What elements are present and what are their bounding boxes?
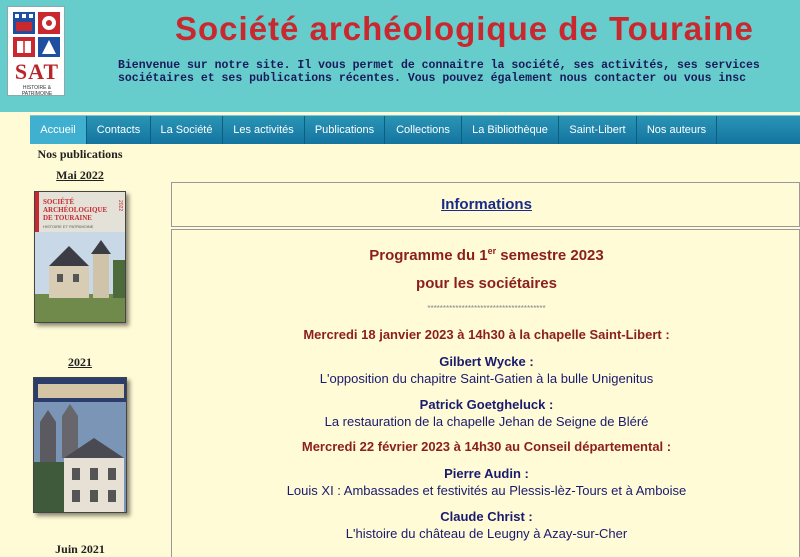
logo-text: SAT bbox=[14, 59, 60, 84]
logo-subtitle: HISTOIRE & PATRIMOINE bbox=[21, 85, 53, 97]
logo-emblem-icon bbox=[12, 10, 62, 60]
event-date-1: Mercredi 18 janvier 2023 à 14h30 à la chapelle Saint-Libert : bbox=[303, 327, 670, 342]
informations-box bbox=[171, 182, 800, 227]
sat-logo[interactable] bbox=[7, 6, 65, 96]
site-header bbox=[0, 0, 800, 112]
publication-cover-2021[interactable] bbox=[33, 377, 127, 513]
talk-title-1: L'opposition du chapitre Saint-Gatien à la bulle Unigenitus bbox=[319, 371, 654, 386]
nav-item-nos-auteurs[interactable]: Nos auteurs bbox=[637, 116, 717, 144]
publication-date-3[interactable]: Juin 2021 bbox=[55, 542, 105, 556]
programme-box bbox=[171, 229, 800, 557]
welcome-line-1: Bienvenue sur notre site. Il vous permet de connaitre la société, ses activités, ses services bbox=[118, 59, 760, 72]
publication-date-1[interactable]: Mai 2022 bbox=[56, 168, 104, 182]
nav-item-bibliotheque[interactable]: La Bibliothèque bbox=[462, 116, 559, 144]
programme-subtitle: pour les sociétaires bbox=[416, 275, 557, 292]
cover-title-band bbox=[38, 384, 124, 398]
programme-title-start: Programme du 1 bbox=[369, 247, 488, 264]
main-nav bbox=[30, 115, 800, 144]
cathedral-photo-icon bbox=[34, 402, 127, 513]
separator-stars: ************************************** bbox=[427, 304, 546, 313]
nav-item-publications[interactable]: Publications bbox=[305, 116, 385, 144]
speaker-name-2: Patrick Goetgheluck : bbox=[419, 397, 554, 412]
nav-item-saint-libert[interactable]: Saint-Libert bbox=[559, 116, 637, 144]
welcome-text bbox=[118, 59, 800, 85]
programme-title-end: semestre 2023 bbox=[496, 247, 604, 264]
publication-cover-2022[interactable] bbox=[34, 191, 126, 323]
talk-title-2: La restauration de la chapelle Jehan de Seigne de Bléré bbox=[324, 414, 649, 429]
nav-item-la-societe[interactable]: La Société bbox=[151, 116, 223, 144]
publication-date-2[interactable]: 2021 bbox=[68, 355, 92, 369]
speaker-name-3: Pierre Audin : bbox=[444, 466, 529, 481]
cover-subtitle: HISTOIRE ET PATRIMOINE bbox=[43, 224, 94, 229]
cover-year: 2022 bbox=[117, 200, 123, 212]
nav-item-contacts[interactable]: Contacts bbox=[87, 116, 151, 144]
nav-item-accueil[interactable]: Accueil bbox=[30, 116, 87, 144]
programme-title-sup: er bbox=[487, 246, 497, 256]
welcome-line-2: sociétaires et ses publications récentes. Vous pouvez également nous contacter ou vous insc bbox=[118, 72, 747, 85]
speaker-name-1: Gilbert Wycke : bbox=[439, 354, 534, 369]
chateau-photo-icon bbox=[35, 232, 126, 323]
talk-title-3: Louis XI : Ambassades et festivités au Plessis-lèz-Tours et à Amboise bbox=[286, 483, 687, 498]
cover-title: SOCIÉTÉ ARCHÉOLOGIQUE DE TOURAINE bbox=[43, 198, 108, 222]
programme-title bbox=[172, 246, 800, 264]
sidebar-heading: Nos publications bbox=[37, 147, 123, 161]
nav-item-collections[interactable]: Collections bbox=[385, 116, 462, 144]
site-title: Société archéologique de Touraine bbox=[175, 10, 754, 47]
speaker-name-4: Claude Christ : bbox=[440, 509, 533, 524]
talk-title-4: L'histoire du château de Leugny à Azay-sur-Cher bbox=[345, 526, 628, 541]
informations-link[interactable]: Informations bbox=[441, 196, 532, 213]
nav-item-activites[interactable]: Les activités bbox=[223, 116, 305, 144]
event-date-2: Mercredi 22 février 2023 à 14h30 au Conseil départemental : bbox=[301, 439, 672, 454]
